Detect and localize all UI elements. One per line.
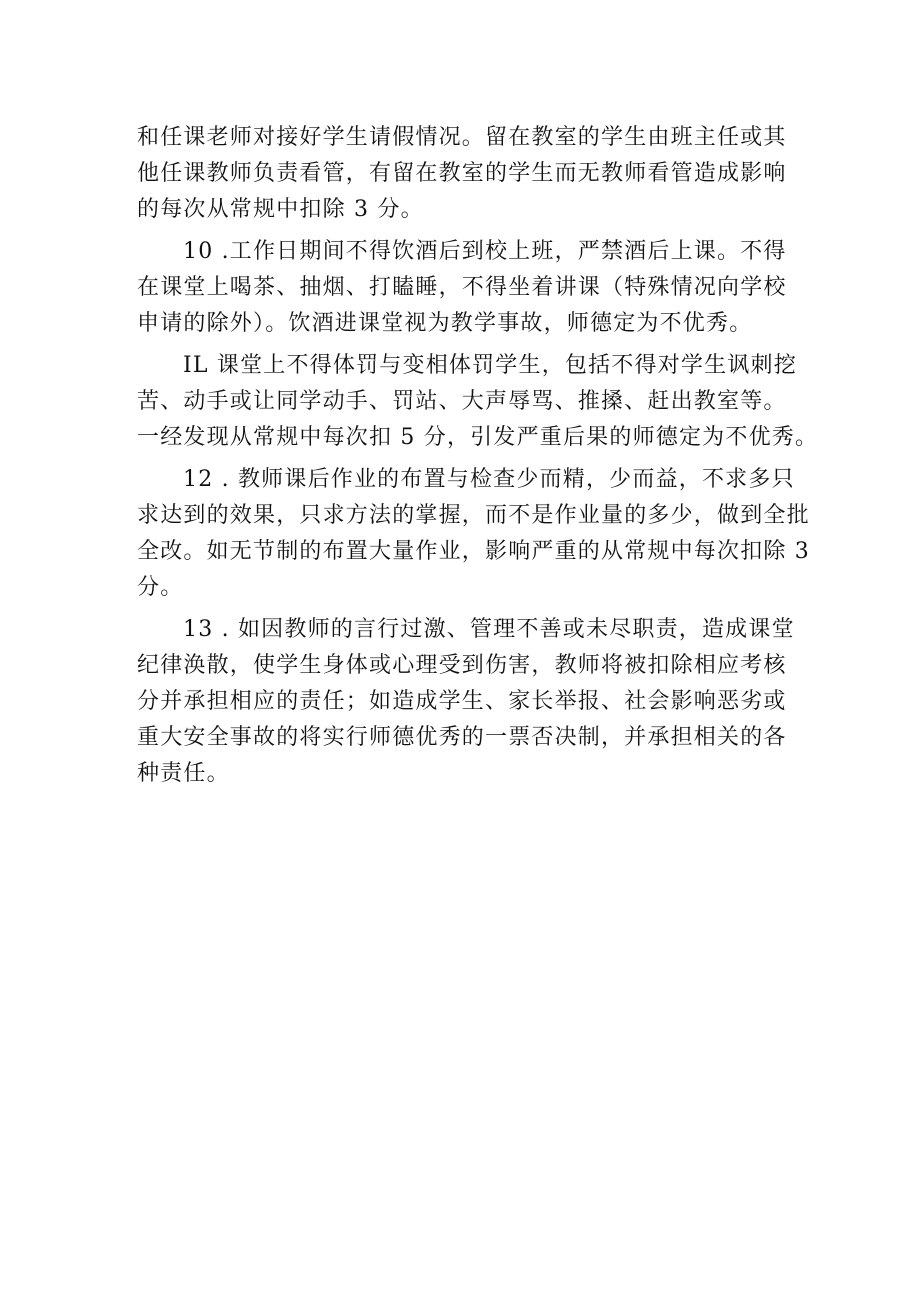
paragraph-rule-11 <box>137 348 819 456</box>
text-line: 求达到的效果，只求方法的掌握，而不是作业量的多少，做到全批 <box>137 503 810 528</box>
text-line: 分并承担相应的责任；如造成学生、家长举报、社会影响恶劣或 <box>137 689 787 714</box>
text-line: 种责任。 <box>137 761 230 786</box>
paragraph-rule-12 <box>137 462 810 606</box>
text-line: IL 课堂上不得体罚与变相体罚学生，包括不得对学生讽刺挖 <box>183 353 797 378</box>
text-line: 纪律涣散，使学生身体或心理受到伤害，教师将被扣除相应考核 <box>137 653 787 678</box>
text-line: 一经发现从常规中每次扣 5 分，引发严重后果的师德定为不优秀。 <box>137 425 819 450</box>
text-line: 13 . 如因教师的言行过激、管理不善或未尽职责，造成课堂 <box>183 617 795 642</box>
text-line: 全改。如无节制的布置大量作业，影响严重的从常规中每次扣除 3 <box>137 539 810 564</box>
text-line: 重大安全事故的将实行师德优秀的一票否决制，并承担相关的各 <box>137 725 787 750</box>
text-line: 分。 <box>137 575 184 600</box>
text-line: 在课堂上喝茶、抽烟、打瞌睡，不得坐着讲课（特殊情况向学校 <box>137 275 787 300</box>
text-line: 他任课教师负责看管，有留在教室的学生而无教师看管造成影响 <box>137 161 787 186</box>
text-line: 和任课老师对接好学生请假情况。留在教室的学生由班主任或其 <box>137 125 787 150</box>
paragraph-rule-10 <box>137 234 797 342</box>
document-body <box>137 120 819 798</box>
text-line: 10 .工作日期间不得饮酒后到校上班，严禁酒后上课。不得 <box>183 239 787 264</box>
text-line: 申请的除外）。饮酒进课堂视为教学事故，师德定为不优秀。 <box>137 311 753 336</box>
paragraph-leave-supervision <box>137 120 797 228</box>
text-line: 12 . 教师课后作业的布置与检查少而精，少而益，不求多只 <box>183 467 795 492</box>
paragraph-rule-13 <box>137 612 797 792</box>
text-line: 的每次从常规中扣除 3 分。 <box>137 197 424 222</box>
text-line: 苦、动手或让同学动手、罚站、大声辱骂、推搡、赶出教室等。 <box>137 389 787 414</box>
